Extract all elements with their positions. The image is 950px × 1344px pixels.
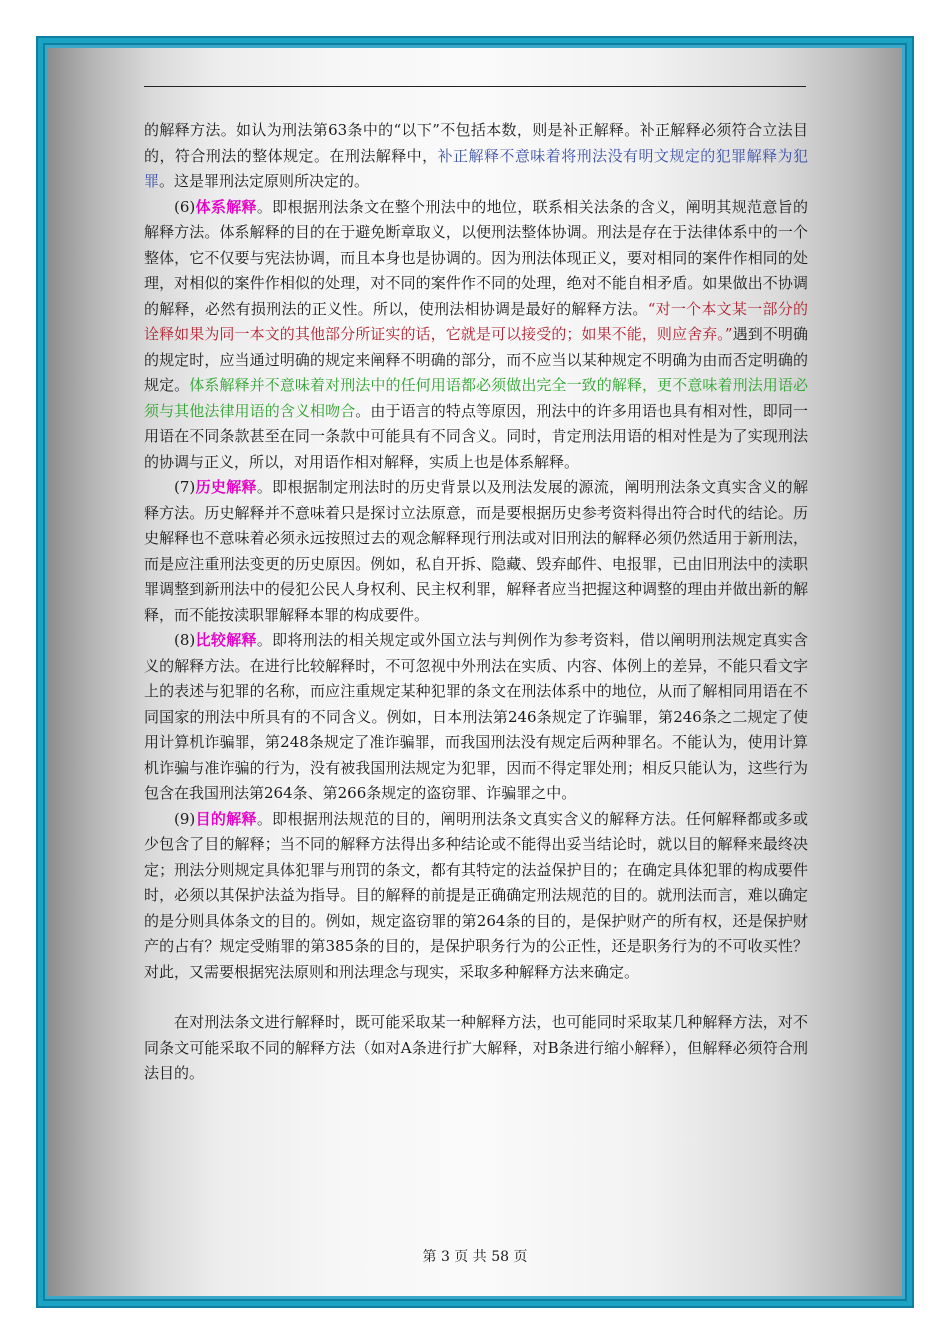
paragraph-conclusion: 在对刑法条文进行解释时，既可能采取某一种解释方法，也可能同时采取某几种解释方法，对不同条文可能采取不同的解释方法（如对A条进行扩大解释，对B条进行缩小解释），但解释必须符合刑法目的。 [144, 1013, 808, 1082]
text-segment: 。即根据制定刑法时的历史背景以及刑法发展的源流，阐明刑法条文真实含义的解释方法。历史解释并不意味着只是探讨立法原意，而是要根据历史参考资料得出符合时代的结论。历史解释也不意味着必须永远按照过去的观念解释现行刑法或对旧刑法的解释必须仍然适用于新刑法，而是应注重刑法变更的历史原因。例如，私自开拆、隐藏、毁弃邮件、电报罪，已由旧刑法中的渎职罪调整到新刑法中的侵犯公民人身权利、民主权利罪，解释者应当把握这种调整的理由并做出新的解释，而不能按渎职罪解释本罪的构成要件。 [144, 478, 808, 624]
text-segment: 。即根据刑法规范的目的，阐明刑法条文真实含义的解释方法。任何解释都或多或少包含了目的解释；当不同的解释方法得出多种结论或不能得出妥当结论时，就以目的解释来最终决定；刑法分则规定具体犯罪与刑罚的条文，都有其特定的法益保护目的；在确定具体犯罪的构成要件时，必须以其保护法益为指导。目的解释的前提是正确确定刑法规范的目的。就刑法而言，难以确定的是分则具体条文的目的。例如，规定盗窃罪的第264条的目的，是保护财产的所有权，还是保护财产的占有？规定受贿罪的第385条的目的，是保护职务行为的公正性，还是职务行为的不可收买性？对此，又需要根据宪法原则和刑法理念与现实，采取多种解释方法来确定。 [144, 809, 808, 981]
page-number-footer: 第 3 页 共 58 页 [422, 1249, 528, 1265]
term-heading: 历史解释 [195, 478, 257, 496]
paragraph-spacer [144, 985, 808, 1010]
paragraph-systematic-interpretation [144, 195, 808, 476]
highlighted-text-blue: 补正解释不意味着将刑法没有明文规定的犯罪解释为犯罪 [144, 146, 808, 190]
text-segment: 的解释方法。如认为刑法第63条中的“以下”不包括本数，则是补正解释。补正解释必须符合立法目的，符合刑法的整体规定。在刑法解释中， [144, 121, 808, 165]
highlighted-text-green: 体系解释并不意味着对刑法中的任何用语都必须做出完全一致的解释，更不意味着刑法用语必须与其他法律用语的含义相吻合 [144, 376, 808, 420]
text-segment: 。由于语言的特点等原因，刑法中的许多用语也具有相对性，即同一用语在不同条款甚至在同一条款中可能具有不同含义。同时，肯定刑法用语的相对性是为了实现刑法的协调与正义，所以，对用语作相对解释，实质上也是体系解释。 [144, 401, 808, 471]
item-number: (7) [174, 478, 196, 496]
item-number: (8) [174, 631, 196, 649]
paragraph-purposive-interpretation [144, 807, 808, 986]
text-segment: 遇到不明确的规定时，应当通过明确的规定来阐释不明确的部分，而不应当以某种规定不明确为由而否定明确的规定。 [144, 325, 808, 394]
item-number: (9) [174, 809, 196, 828]
text-segment: 。即将刑法的相关规定或外国立法与判例作为参考资料，借以阐明刑法规定真实含义的解释方法。在进行比较解释时，不可忽视中外刑法在实质、内容、体例上的差异，不能只看文字上的表述与犯罪的名称，而应注重规定某种犯罪的条文在刑法体系中的地位，从而了解相同用语在不同国家的刑法中所具有的不同含义。例如，日本刑法第246条规定了诈骗罪，第246条之二规定了使用计算机诈骗罪，第248条规定了准诈骗罪，而我国刑法没有规定后两种罪名。不能认为，使用计算机诈骗与准诈骗的行为，没有被我国刑法规定为犯罪，因而不得定罪处刑；相反只能认为，这些行为包含在我国刑法第264条、第266条规定的盗窃罪、诈骗罪之中。 [144, 631, 808, 802]
item-number: (6) [174, 197, 196, 216]
paragraph-supplementary-interpretation [144, 118, 808, 195]
term-heading: 比较解释 [195, 631, 257, 649]
paragraph-historical-interpretation [144, 475, 808, 628]
paragraph-comparative-interpretation [144, 628, 808, 807]
text-segment: 。即根据刑法条文在整个刑法中的地位，联系相关法条的含义，阐明其规范意旨的解释方法。体系解释的目的在于避免断章取义，以便刑法整体协调。刑法是存在于法律体系中的一个整体，它不仅要与宪法协调，而且本身也是协调的。因为刑法体现正义，要对相同的案件作相同的处理，对相似的案件作相似的处理，对不同的案件作不同的处理，绝对不能自相矛盾。如果做出不协调的解释，必然有损刑法的正义性。所以，使刑法相协调是最好的解释方法。 [144, 197, 808, 318]
document-body [144, 118, 808, 1087]
text-segment: 。这是罪刑法定原则所决定的。 [159, 172, 370, 190]
term-heading: 目的解释 [195, 809, 257, 828]
term-heading: 体系解释 [195, 197, 257, 216]
quotation-text-red: “对一个本文某一部分的诠释如果为同一本文的其他部分所证实的话，它就是可以接受的；如果不能，则应舍弃。” [144, 299, 808, 343]
header-rule [144, 86, 806, 87]
